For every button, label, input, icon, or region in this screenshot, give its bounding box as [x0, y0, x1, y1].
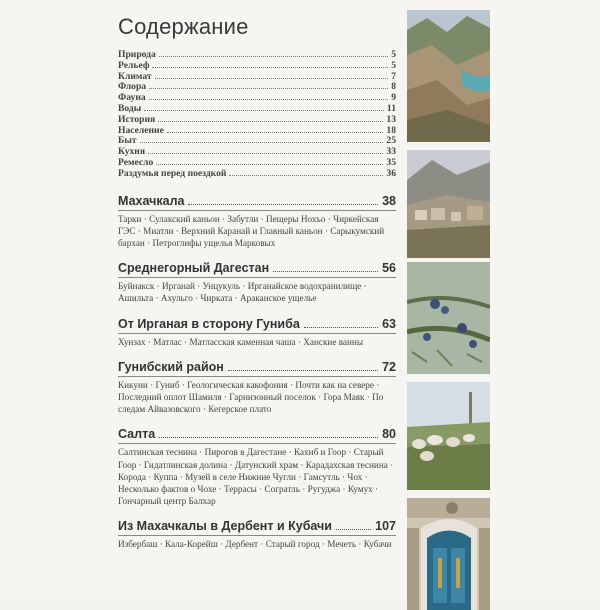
section-heading — [118, 194, 396, 209]
entry-page: 11 — [386, 102, 396, 114]
leader-dots — [167, 132, 384, 133]
entry-page: 9 — [391, 92, 396, 104]
entry-label: Климат — [118, 70, 152, 82]
entry-label: История — [118, 113, 156, 125]
leader-dots — [188, 204, 378, 205]
leader-dots — [155, 78, 389, 79]
section-subtopics: Кикуни · Гуниб · Геологическая какофония · Почти как на севере · Последний оплот Шамиля · Гарнизонный поселок · Гора Маяк · По следам Айвазовского · Кегерское плато — [118, 379, 384, 415]
leader-dots — [273, 271, 378, 272]
entry-label: Воды — [118, 102, 142, 114]
leader-dots — [144, 110, 384, 111]
entry-label: Природа — [118, 49, 156, 60]
leader-dots — [158, 121, 383, 122]
entry-page: 36 — [386, 167, 396, 179]
section-page: 63 — [382, 316, 396, 331]
mountain-village-photo — [407, 150, 490, 258]
toc-section — [118, 317, 396, 348]
toc-section — [118, 427, 396, 507]
leader-dots — [149, 99, 389, 100]
toc-entry — [118, 169, 396, 180]
toc-entry — [118, 136, 396, 147]
toc-entry — [118, 115, 396, 126]
mountain-canyon-photo — [407, 10, 490, 142]
toc-entry — [118, 93, 396, 104]
page-title: Содержание — [118, 14, 249, 39]
section-label: Салта — [118, 427, 156, 442]
entry-label: Кухня — [118, 146, 146, 158]
entry-page: 5 — [391, 49, 396, 60]
section-heading — [118, 519, 396, 534]
juniper-branch-image — [407, 262, 490, 374]
section-rule — [118, 210, 396, 211]
section-rule — [118, 277, 396, 278]
leader-dots — [149, 88, 388, 89]
section-label: Гунибский район — [118, 359, 224, 374]
entry-page: 35 — [386, 156, 396, 168]
section-heading — [118, 360, 396, 375]
section-label: Махачкала — [118, 193, 185, 208]
toc-entry — [118, 104, 396, 115]
toc-entry — [118, 126, 396, 137]
section-subtopics: Буйнакск · Ирганай · Унцукуль · Ирганайское водохранилище · Ашильта · Ахульго · Чирката · Араканское ущелье — [118, 281, 367, 304]
toc-section — [118, 360, 396, 416]
juniper-branch-photo — [407, 262, 490, 374]
leader-dots — [159, 56, 388, 57]
leader-dots — [140, 142, 384, 143]
leader-dots — [336, 529, 371, 530]
section-rule — [118, 376, 396, 377]
table-of-contents — [118, 14, 396, 551]
section-rule — [118, 333, 396, 334]
ornate-door-image — [407, 498, 490, 610]
section-page: 107 — [375, 519, 396, 534]
section-page: 56 — [382, 261, 396, 276]
section-label: Из Махачкалы в Дербент и Кубачи — [118, 519, 332, 534]
section-subtopics: Салтинская теснина · Пирогов в Дагестане · Кахиб и Гоор · Старый Гоор · Гидатлинская долина · Датунский храм · Карадахская теснина · Корода · Куппа · Музей в селе Нижние Чугли · Гамсутль · Чох · Несколько фактов о Чохе · Террасы · Согратль · Ругуджа · Кумух · Гончарный центр Балхар — [118, 447, 394, 507]
entry-page: 5 — [391, 59, 396, 71]
leader-dots — [152, 67, 388, 68]
section-heading — [118, 317, 396, 332]
entry-page: 25 — [386, 135, 396, 147]
entry-label: Фауна — [118, 92, 146, 104]
section-page: 72 — [382, 359, 396, 374]
section-label: От Ирганая в сторону Гуниба — [118, 316, 300, 331]
photo-strip — [407, 10, 490, 600]
mountain-village-image — [407, 150, 490, 258]
section-subtopics: Хунзах · Матлас · Матласская каменная чаша · Ханские ванны — [118, 336, 364, 347]
entry-page: 33 — [386, 146, 396, 158]
entry-page: 13 — [386, 113, 396, 125]
toc-entry — [118, 147, 396, 158]
toc-entry — [118, 61, 396, 72]
section-heading — [118, 427, 396, 442]
toc-section — [118, 261, 396, 304]
entry-label: Раздумья перед поездкой — [118, 167, 227, 179]
ornate-door-photo — [407, 498, 490, 610]
entry-page: 7 — [391, 70, 396, 82]
section-label: Среднегорный Дагестан — [118, 261, 270, 276]
section-heading — [118, 261, 396, 276]
intro-list — [118, 50, 396, 180]
leader-dots — [229, 175, 383, 176]
entry-label: Быт — [118, 135, 137, 147]
section-rule — [118, 535, 396, 536]
section-page: 38 — [382, 193, 396, 208]
entry-label: Ремесло — [118, 156, 154, 168]
leader-dots — [228, 370, 378, 371]
sheep-and-minaret-photo — [407, 382, 490, 490]
toc-entry — [118, 72, 396, 83]
section-subtopics: Тарки · Сулакский каньон · Забутли · Пещеры Нохъо · Чиркейская ГЭС · Миатли · Верхний Каранай и Главный каньон · Сарыкумский бархан · Петроглифы ущелья Марковых — [118, 213, 385, 248]
section-page: 80 — [382, 427, 396, 442]
leader-dots — [304, 327, 378, 328]
sheep-and-minaret-image — [407, 382, 490, 490]
toc-entry — [118, 82, 396, 93]
entry-label: Население — [118, 124, 164, 136]
entry-page: 8 — [391, 81, 396, 93]
toc-entry — [118, 50, 396, 61]
leader-dots — [148, 153, 383, 154]
leader-dots — [159, 437, 378, 438]
entry-label: Флора — [118, 81, 147, 93]
section-rule — [118, 443, 396, 444]
entry-label: Рельеф — [118, 59, 150, 71]
toc-section — [118, 194, 396, 250]
leader-dots — [156, 164, 383, 165]
section-subtopics: Избербаш · Кала-Корейш · Дербент · Старый город · Мечеть · Кубачи — [118, 539, 392, 550]
toc-section — [118, 519, 396, 550]
entry-page: 18 — [386, 124, 396, 136]
mountain-canyon-image — [407, 10, 490, 142]
